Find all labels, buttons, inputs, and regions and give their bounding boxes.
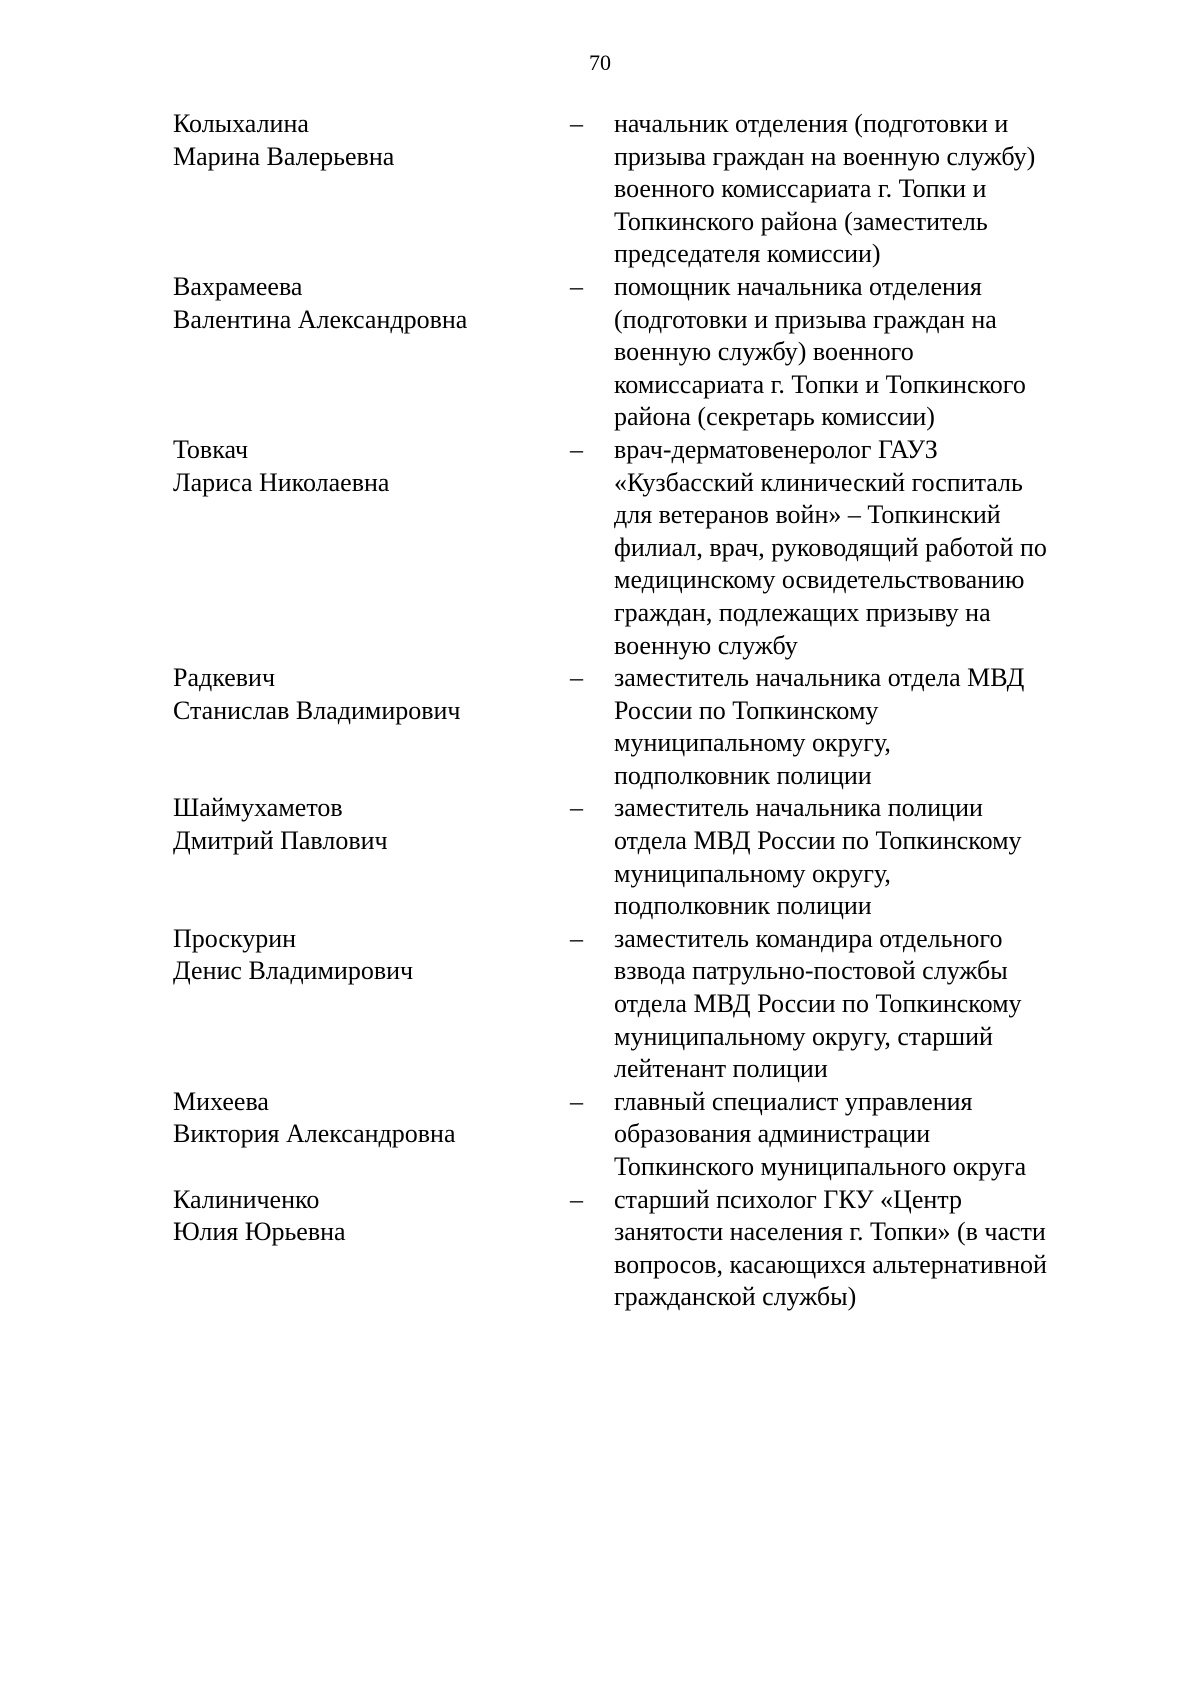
role-line: муниципальному округу, старший — [614, 1021, 993, 1051]
role-line: комиссариата г. Топки и Топкинского — [614, 369, 1026, 399]
member-role — [614, 271, 1104, 434]
role-line: района (секретарь комиссии) — [614, 402, 935, 432]
role-line: филиал, врач, руководящий работой по — [614, 532, 1047, 562]
role-line: главный специалист управления — [614, 1086, 973, 1116]
member-surname: Калиниченко — [173, 1184, 320, 1214]
role-line: медицинскому освидетельствованию — [614, 565, 1025, 595]
member-given-names: Денис Владимирович — [173, 956, 414, 986]
member-dash: – — [570, 793, 583, 823]
member-surname: Михеева — [173, 1086, 269, 1116]
member-given-names: Станислав Владимирович — [173, 695, 461, 725]
member-entry — [173, 108, 1123, 271]
role-line: Топкинского района (заместитель — [614, 206, 988, 236]
role-line: гражданской службы) — [614, 1282, 857, 1312]
member-name — [173, 662, 570, 727]
role-line: «Кузбасский клинический госпиталь — [614, 467, 1023, 497]
member-entry — [173, 271, 1123, 434]
role-line: для ветеранов войн» – Топкинский — [614, 500, 1001, 530]
member-role — [614, 1184, 1104, 1314]
role-line: муниципальному округу, — [614, 728, 891, 758]
member-surname: Колыхалина — [173, 109, 309, 138]
role-line: подполковник полиции — [614, 891, 872, 921]
commission-member-list — [173, 108, 1123, 1314]
member-given-names: Валентина Александровна — [173, 304, 468, 334]
role-line: военного комиссариата г. Топки и — [614, 174, 987, 204]
role-line: муниципальному округу, — [614, 858, 891, 888]
member-given-names: Лариса Николаевна — [173, 467, 390, 497]
member-role — [614, 1086, 1104, 1184]
page-number: 70 — [589, 50, 611, 75]
member-name — [173, 434, 570, 499]
role-line: подполковник полиции — [614, 760, 872, 790]
member-entry — [173, 792, 1123, 922]
role-line: Топкинского муниципального округа — [614, 1152, 1027, 1181]
role-line: занятости населения г. Топки» (в части — [614, 1217, 1046, 1247]
role-line: старший психолог ГКУ «Центр — [614, 1184, 962, 1214]
member-entry — [173, 434, 1123, 662]
member-given-names: Марина Валерьевна — [173, 141, 395, 171]
member-surname: Товкач — [173, 434, 249, 464]
member-dash: – — [570, 271, 583, 301]
member-dash: – — [570, 1086, 583, 1116]
member-entry — [173, 1184, 1123, 1314]
role-line: военную службу) военного — [614, 337, 914, 367]
role-line: призыва граждан на военную службу) — [614, 141, 1036, 171]
member-dash: – — [570, 663, 583, 693]
member-name — [173, 923, 570, 988]
member-surname: Радкевич — [173, 663, 276, 693]
member-role — [614, 923, 1104, 1086]
role-line: начальник отделения (подготовки и — [614, 109, 1009, 138]
role-line: взвода патрульно-постовой службы — [614, 956, 1008, 986]
member-given-names: Юлия Юрьевна — [173, 1217, 346, 1247]
member-name — [173, 792, 570, 857]
role-line: отдела МВД России по Топкинскому — [614, 826, 1022, 856]
role-line: образования администрации — [614, 1119, 931, 1149]
member-entry — [173, 1086, 1123, 1184]
member-surname: Проскурин — [173, 923, 297, 953]
member-given-names: Виктория Александровна — [173, 1119, 456, 1149]
role-line: председателя комиссии) — [614, 239, 881, 269]
role-line: заместитель командира отдельного — [614, 923, 1003, 953]
member-given-names: Дмитрий Павлович — [173, 826, 388, 856]
member-entry — [173, 923, 1123, 1086]
member-role — [614, 434, 1104, 662]
role-line: заместитель начальника отдела МВД — [614, 663, 1025, 693]
member-name — [173, 108, 570, 173]
member-dash: – — [570, 434, 583, 464]
member-role — [614, 108, 1104, 271]
member-name — [173, 1086, 570, 1151]
member-dash: – — [570, 109, 583, 138]
member-name — [173, 1184, 570, 1249]
member-surname: Шаймухаметов — [173, 793, 343, 823]
role-line: врач-дерматовенеролог ГАУЗ — [614, 434, 938, 464]
role-line: граждан, подлежащих призыву на — [614, 597, 991, 627]
member-entry — [173, 662, 1123, 792]
member-role — [614, 662, 1104, 792]
member-role — [614, 792, 1104, 922]
role-line: лейтенант полиции — [614, 1054, 828, 1084]
member-name — [173, 271, 570, 336]
member-surname: Вахрамеева — [173, 271, 303, 301]
role-line: России по Топкинскому — [614, 695, 879, 725]
role-line: (подготовки и призыва граждан на — [614, 304, 997, 334]
role-line: военную службу — [614, 630, 798, 660]
member-dash: – — [570, 1184, 583, 1214]
role-line: отдела МВД России по Топкинскому — [614, 989, 1022, 1019]
role-line: помощник начальника отделения — [614, 271, 982, 301]
role-line: вопросов, касающихся альтернативной — [614, 1249, 1047, 1279]
member-dash: – — [570, 923, 583, 953]
role-line: заместитель начальника полиции — [614, 793, 983, 823]
